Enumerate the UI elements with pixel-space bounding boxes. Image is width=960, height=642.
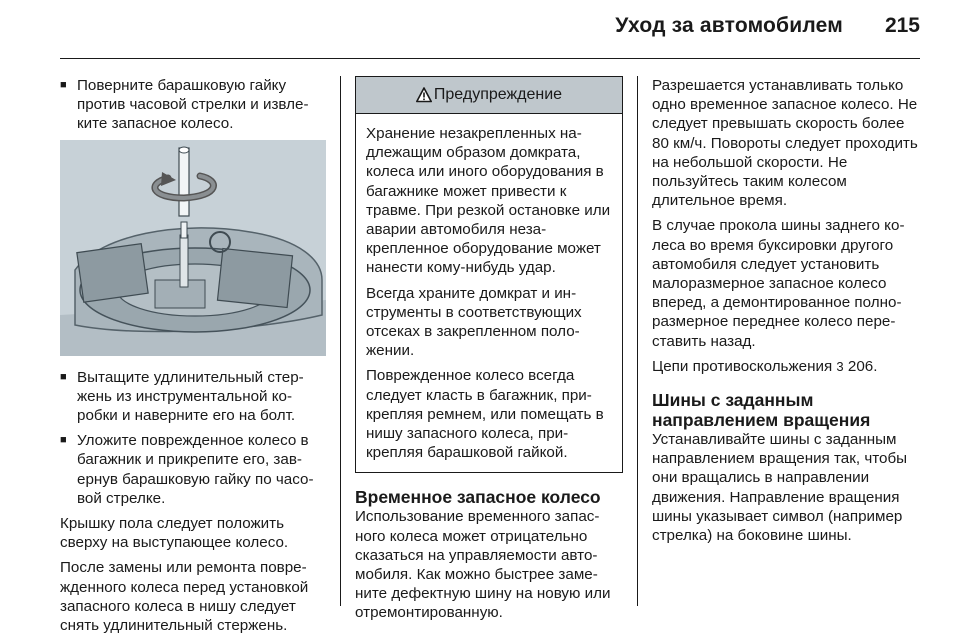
section-title: Временное запасное колесо bbox=[355, 487, 601, 508]
column-3 bbox=[652, 76, 922, 551]
paragraph: Разрешается устанавливать только одно временное запасное колесо. Не следует превышать скорость более 80 км/ч. Повороты следует проходить на небольшой скорости. Не пользуйтесь таким колесом длительное время. bbox=[652, 77, 918, 210]
warning-header bbox=[356, 77, 622, 114]
warning-paragraph: Всегда храните домкрат и инструменты в соответствующих отсеках в закрепленном положении. bbox=[366, 284, 582, 360]
column-divider-2 bbox=[637, 76, 638, 606]
bullet-icon: ■ bbox=[60, 370, 67, 383]
column-divider-1 bbox=[340, 76, 341, 606]
paragraph: В случае прокола шины заднего колеса во время буксировки другого автомобиля следует установить малоразмерное запасное колесо вперед, а демонтированное полноразмерное переднее колесо переставить назад. bbox=[652, 217, 905, 350]
spare-wheel-illustration bbox=[60, 140, 326, 356]
paragraph: Использование временного запасного колеса может отрицательно сказаться на управляемости автомобиля. Как можно быстрее замените дефектную шину на новую или отремонтированную. bbox=[355, 508, 611, 622]
cross-reference bbox=[652, 357, 922, 376]
cross-reference-page[interactable]: 206. bbox=[847, 357, 878, 375]
page-header bbox=[615, 14, 920, 38]
warning-box bbox=[355, 76, 623, 473]
cross-reference-text: Цепи противоскольжения bbox=[652, 357, 833, 375]
spare-wheel-drawing bbox=[60, 140, 326, 356]
column-2 bbox=[355, 76, 623, 629]
section-title: Шины с заданным направлением вращения bbox=[652, 390, 871, 431]
warning-paragraph: Хранение незакрепленных надлежащим образом домкрата, колеса или иного оборудования в багажнике может привести к травме. При резкой остановке или аварии автомобиля незакрепленное оборудование может нанести кому-нибудь удар. bbox=[366, 125, 611, 277]
bullet-icon: ■ bbox=[60, 79, 67, 91]
paragraph: Устанавливайте шины с заданным направлением вращения так, чтобы они вращались в направлении движения. Направление вращения шины указывает символ (например стрелка) на боковине шины. bbox=[652, 431, 908, 545]
bullet-icon: ■ bbox=[60, 434, 67, 447]
list-item bbox=[60, 431, 326, 508]
paragraph: После замены или ремонта поврежденного колеса перед установкой запасного колеса в нишу следует снять удлинительный стержень. bbox=[60, 559, 309, 635]
list-item-text: Уложите поврежденное колесо в багажник и прикрепите его, завернув барашковую гайку по часовой стрелке. bbox=[77, 432, 314, 507]
page-reference-arrow-icon: 3 bbox=[836, 358, 844, 374]
page-title: Уход за автомобилем bbox=[615, 14, 843, 37]
list-item bbox=[60, 368, 326, 426]
warning-paragraph: Поврежденное колесо всегда следует класть в багажник, прикрепляя ремнем, или помещать в нишу запасного колеса, прикрепляя барашковой гайкой. bbox=[366, 367, 604, 462]
list-item-text: Поверните барашковую гайку против часовой стрелки и извлеките запасное колесо. bbox=[77, 77, 309, 133]
column-1 bbox=[60, 76, 326, 641]
header-rule bbox=[60, 58, 920, 59]
list-item-text: Вытащите удлинительный стержень из инструментальной коробки и наверните его на болт. bbox=[77, 368, 304, 425]
paragraph: Крышку пола следует положить сверху на выступающее колесо. bbox=[60, 515, 289, 552]
warning-triangle-icon bbox=[416, 87, 432, 103]
warning-body bbox=[356, 114, 622, 472]
warning-title: Предупреждение bbox=[433, 86, 563, 104]
page-number: 215 bbox=[884, 14, 920, 37]
list-item bbox=[60, 76, 326, 134]
